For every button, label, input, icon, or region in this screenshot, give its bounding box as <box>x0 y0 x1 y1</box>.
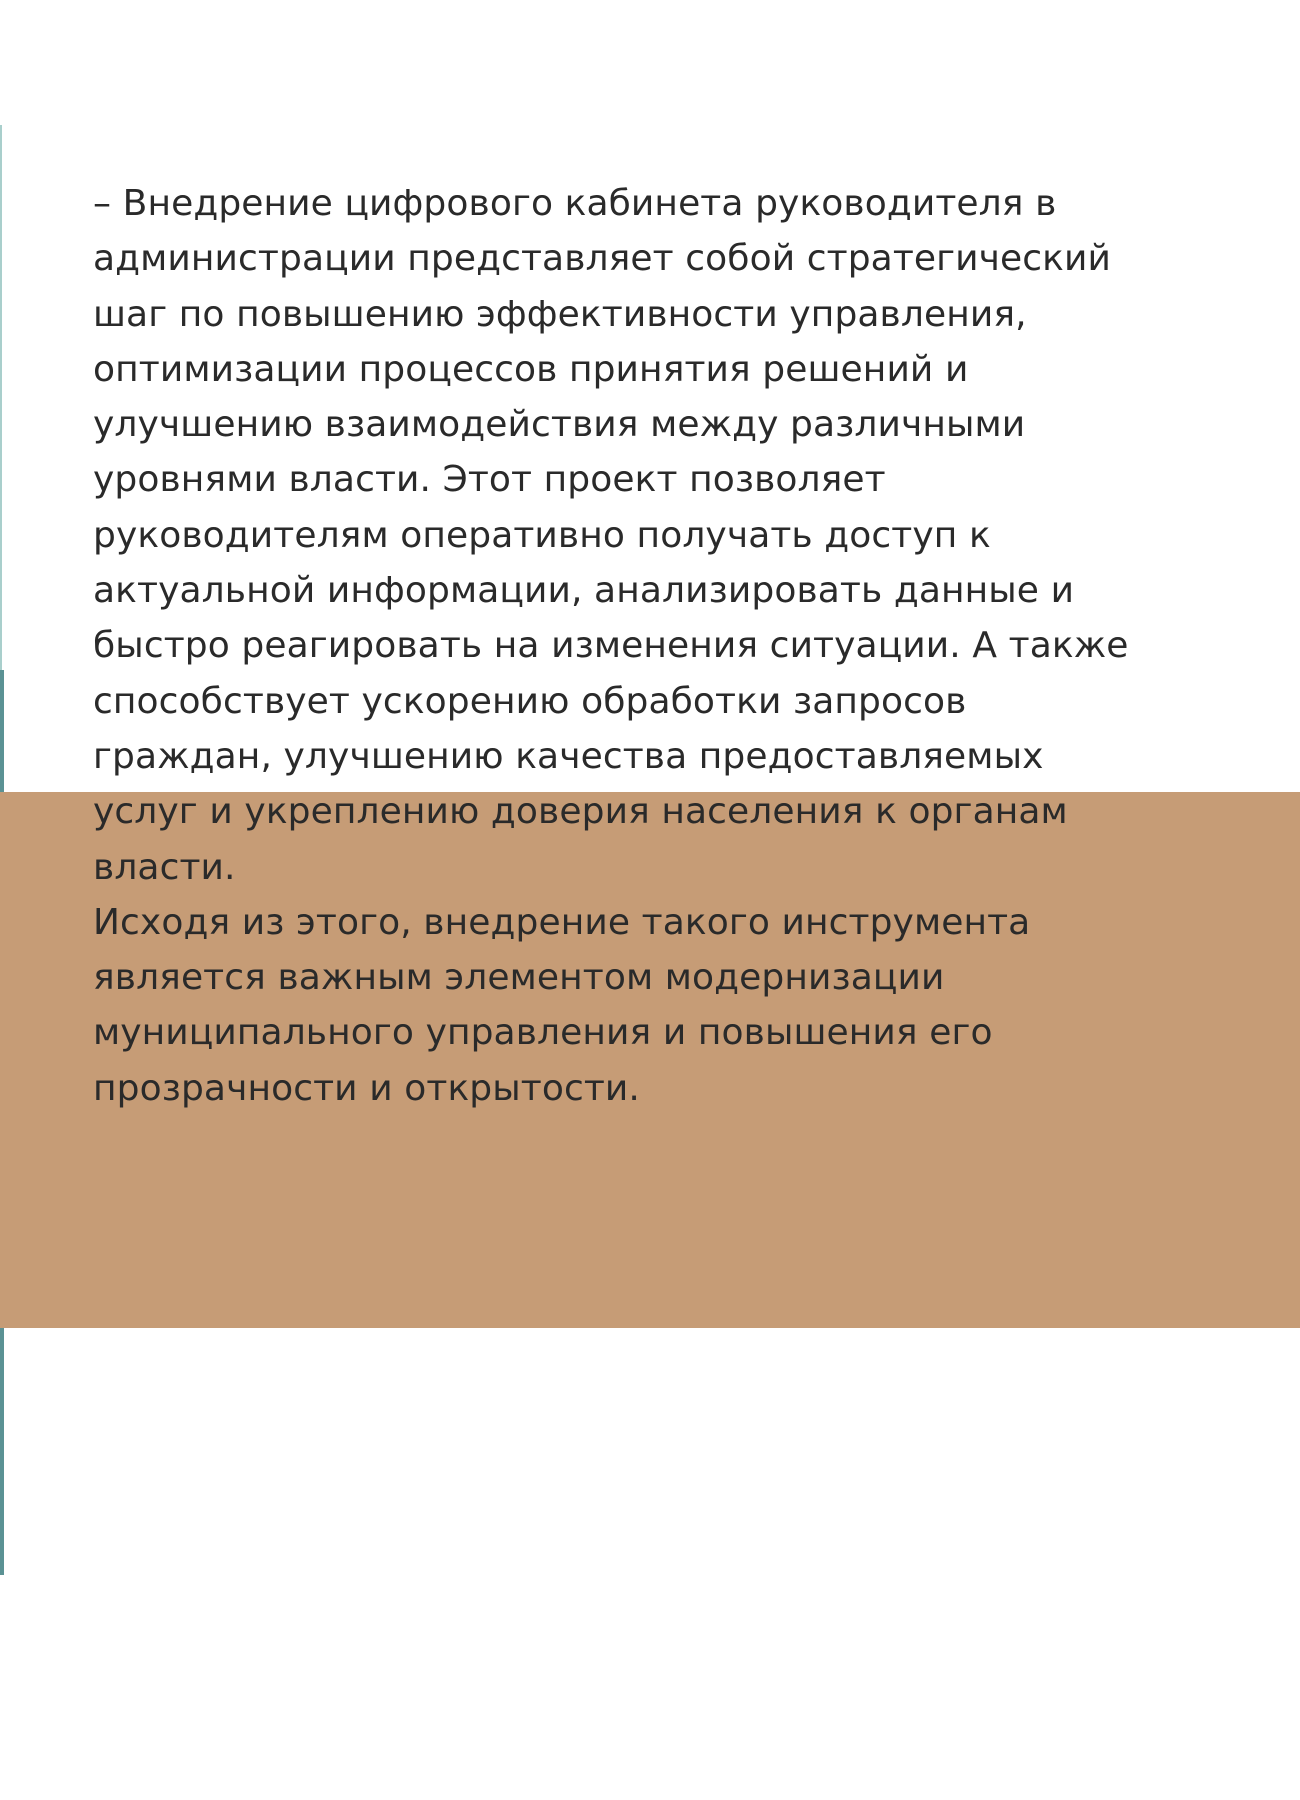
text-line: улучшению взаимодействия между различными <box>93 404 1026 446</box>
text-line: – Внедрение цифрового кабинета руководителя в <box>93 183 1057 224</box>
text-line: руководителям оперативно получать доступ к <box>93 514 991 556</box>
text-line: способствует ускорению обработки запросов <box>93 680 967 722</box>
text-line: быстро реагировать на изменения ситуации. А также <box>93 625 1129 667</box>
body-text <box>93 176 1129 1116</box>
text-line: является важным элементом модернизации <box>93 957 945 999</box>
text-line: власти. <box>93 846 236 888</box>
text-line: шаг по повышению эффективности управления, <box>93 293 1027 335</box>
accent-line-top <box>0 125 2 670</box>
text-line: уровнями власти. Этот проект позволяет <box>93 459 886 501</box>
text-line: услуг и укреплению доверия населения к органам <box>93 791 1068 833</box>
text-line: граждан, улучшению качества предоставляемых <box>93 735 1044 777</box>
text-line: прозрачности и открытости. <box>93 1067 640 1109</box>
text-line: актуальной информации, анализировать данные и <box>93 570 1075 612</box>
text-line: оптимизации процессов принятия решений и <box>93 348 969 390</box>
text-line: муниципального управления и повышения его <box>93 1012 993 1054</box>
text-line: Исходя из этого, внедрение такого инструмента <box>93 901 1031 943</box>
text-line: администрации представляет собой стратегический <box>93 238 1111 280</box>
